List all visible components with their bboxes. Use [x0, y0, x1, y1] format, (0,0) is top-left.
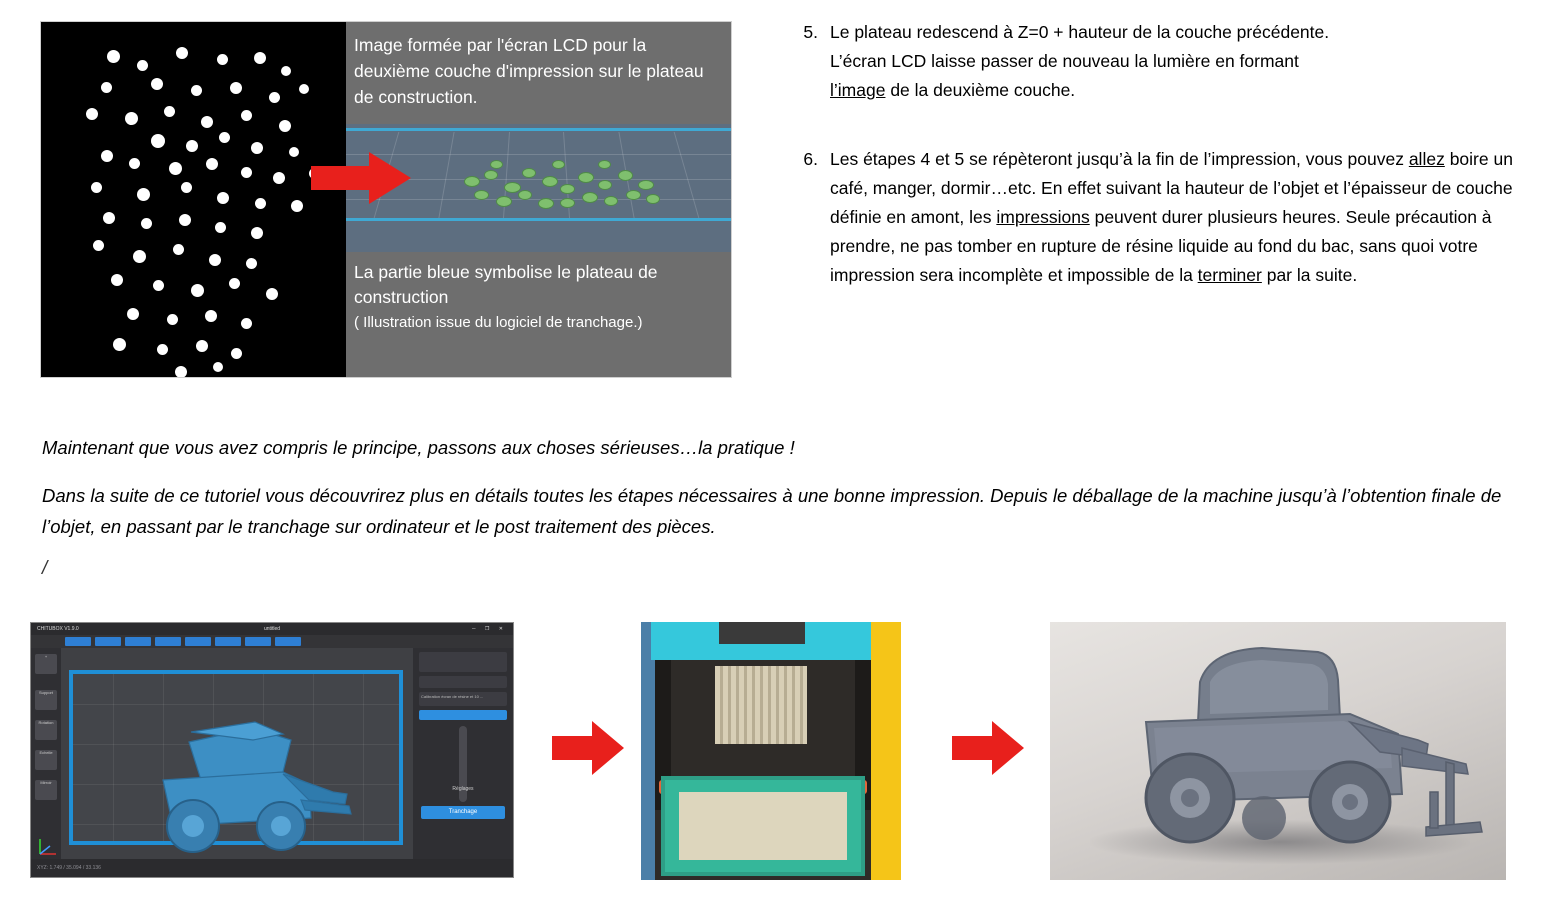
slicer-titlebar: [31, 623, 513, 635]
paragraph-2: Dans la suite de ce tutoriel vous découvrirez plus en détails toutes les étapes nécessaires à une bonne impression. Depuis le déballage de la machine jusqu’à l’obtention finale de l’objet, en passant par le tranchage sur ordinateur et le post traitement des pièces.: [42, 485, 1502, 537]
paragraph-1: Maintenant que vous avez compris le principe, passons aux choses sérieuses…la pratique !: [42, 437, 795, 458]
tool-rotation[interactable]: Rotation: [35, 720, 57, 740]
lcd-dot: [206, 158, 218, 170]
lcd-dot: [129, 158, 140, 169]
lcd-dot: [241, 167, 252, 178]
resin-vat: [661, 776, 865, 876]
plate-edge-line: [346, 128, 731, 131]
step-link-terminer[interactable]: terminer: [1197, 265, 1262, 285]
toolbar-button[interactable]: [275, 637, 301, 646]
loader-model-3d[interactable]: [133, 714, 363, 864]
lcd-mask-panel: [41, 22, 346, 377]
lcd-dot: [93, 240, 104, 251]
lcd-dot: [254, 52, 266, 64]
lcd-illustration: [41, 22, 731, 377]
loader-part-render: [1050, 622, 1506, 880]
step-part-3: peuvent durer plusieurs heures. Seule précaution à prendre, ne pas tomber en rupture de résine liquide au fond du bac, sans quoi votre impression sera incomplète et impossible de la: [830, 207, 1492, 285]
grid-line: [113, 674, 114, 841]
lcd-dot: [175, 366, 187, 377]
printed-object-on-plate: [715, 666, 807, 744]
window-controls[interactable]: ─ ❐ ✕: [472, 626, 507, 632]
view-cube[interactable]: [419, 652, 507, 672]
lcd-dot: [279, 120, 291, 132]
lcd-dot: [213, 362, 223, 372]
layer-blob: [598, 180, 612, 190]
lcd-dot: [196, 340, 208, 352]
lcd-dot: [269, 92, 280, 103]
resin-printer-photo: [641, 622, 901, 880]
toolbar-button[interactable]: [65, 637, 91, 646]
layer-blob: [582, 192, 598, 203]
lcd-dot: [229, 278, 240, 289]
toolbar-button[interactable]: [215, 637, 241, 646]
lcd-dot: [217, 54, 228, 65]
lcd-dot: [201, 116, 213, 128]
step-link-impressions[interactable]: impressions: [996, 207, 1090, 227]
step-text: [830, 18, 1329, 105]
toolbar-button[interactable]: [95, 637, 121, 646]
tool-move[interactable]: +: [35, 654, 57, 674]
illustration-caption-source: ( Illustration issue du logiciel de tranchage.): [354, 314, 643, 331]
grid-line: [363, 674, 364, 841]
toolbar-button[interactable]: [185, 637, 211, 646]
lcd-dot: [111, 274, 123, 286]
grid-line: [73, 704, 399, 705]
intro-paragraphs: [42, 432, 1504, 559]
illustration-caption-top: Image formée par l'écran LCD pour la deuxième couche d'impression sur le plateau de construction.: [354, 35, 704, 107]
lcd-dot: [157, 344, 168, 355]
step-part-1: Les étapes 4 et 5 se répèteront jusqu’à la fin de l’impression, vous pouvez: [830, 149, 1409, 169]
step-line-2: L’écran LCD laisse passer de nouveau la lumière en formant: [830, 51, 1299, 71]
settings-panel-label: Réglages: [452, 786, 474, 792]
lcd-dot: [127, 308, 139, 320]
lcd-dot: [291, 200, 303, 212]
layer-blob: [646, 194, 660, 204]
lcd-dot: [273, 172, 285, 184]
lcd-dot: [91, 182, 102, 193]
slice-button[interactable]: Tranchage: [421, 806, 505, 819]
step-text: [830, 145, 1523, 290]
toolbar-button[interactable]: [245, 637, 271, 646]
layer-blob: [464, 176, 480, 187]
tool-mirror[interactable]: Mirroir: [35, 780, 57, 800]
lcd-dot: [107, 50, 120, 63]
layer-blob: [522, 168, 536, 178]
lcd-dot: [217, 192, 229, 204]
lcd-dot: [86, 108, 98, 120]
layer-blob: [560, 198, 575, 208]
toolbar-secondary[interactable]: [419, 676, 507, 688]
step-part-2: boire un café, manger, dormir…etc. En effet suivant la hauteur de l’objet et l’épaisseur de couche définie en amont, les: [830, 149, 1513, 227]
lcd-dot: [101, 82, 112, 93]
step-number: 6.: [803, 149, 818, 169]
layer-blob: [538, 198, 554, 209]
layer-blob: [552, 160, 565, 169]
lcd-dot: [151, 134, 165, 148]
lcd-dot: [255, 198, 266, 209]
slicer-statusbar: XYZ: 1.749 / 35.094 / 33.136: [31, 859, 513, 877]
vat-fep-film: [679, 792, 847, 860]
lcd-dot: [205, 310, 217, 322]
slicer-left-toolbar: [31, 648, 61, 859]
printed-part-photo: [1050, 622, 1506, 880]
lcd-dot: [125, 112, 138, 125]
step-link-image[interactable]: l’image: [830, 80, 886, 100]
slicer-right-panel: [413, 648, 513, 859]
layer-blob: [560, 184, 575, 194]
layer-blob: [484, 170, 498, 180]
lcd-dot: [281, 66, 291, 76]
lcd-dot: [167, 314, 178, 325]
hint-label: Calibration écran de résine et 10 ...: [419, 692, 507, 706]
layer-blob: [542, 176, 558, 187]
layer-blob: [626, 190, 641, 200]
layer-blob: [618, 170, 633, 181]
layer-button[interactable]: [419, 710, 507, 720]
lcd-dot: [181, 182, 192, 193]
red-arrow-icon: [952, 718, 1024, 778]
lcd-dot: [191, 85, 202, 96]
lcd-dot: [241, 318, 252, 329]
plate-edge-line: [346, 218, 731, 221]
tool-scale[interactable]: Echelle: [35, 750, 57, 770]
axis-gizmo-icon: [37, 835, 59, 857]
lcd-dot: [299, 84, 309, 94]
build-plate-bracket: [719, 622, 805, 644]
layer-blob: [518, 190, 532, 200]
lcd-dot: [251, 227, 263, 239]
lcd-dot: [133, 250, 146, 263]
lcd-dot: [137, 60, 148, 71]
lcd-dot: [176, 47, 188, 59]
slicer-title-center: untitled: [263, 626, 281, 632]
layer-blob: [598, 160, 611, 169]
lcd-dot: [231, 348, 242, 359]
layer-blob: [496, 196, 512, 207]
workflow-image-row: [30, 622, 1515, 884]
lcd-dot: [219, 132, 230, 143]
lcd-dot: [173, 244, 184, 255]
lcd-dot: [151, 78, 163, 90]
lcd-dot: [186, 140, 198, 152]
lcd-dot: [241, 110, 252, 121]
step-part-4: par la suite.: [1261, 265, 1358, 285]
lcd-dot: [141, 218, 152, 229]
layer-blob: [638, 180, 654, 190]
slicer-software-screenshot: [30, 622, 514, 878]
layer-blob: [578, 172, 594, 183]
lcd-dot: [153, 280, 164, 291]
photo-background-left: [641, 622, 655, 880]
lcd-dot: [246, 258, 257, 269]
layer-blob: [490, 160, 503, 169]
lcd-dot: [215, 222, 226, 233]
lcd-dot: [179, 214, 191, 226]
toolbar-button[interactable]: [125, 637, 151, 646]
list-item: [788, 18, 1523, 105]
grid-line: [674, 132, 700, 218]
build-plate: [69, 670, 403, 845]
slicer-toolbar: [31, 635, 513, 648]
lcd-dot: [289, 147, 299, 157]
red-arrow-icon: [552, 718, 624, 778]
lcd-dot: [251, 142, 263, 154]
step-line-1: Le plateau redescend à Z=0 + hauteur de la couche précédente.: [830, 22, 1330, 42]
illustration-caption-bottom: La partie bleue symbolise le plateau de construction: [354, 262, 658, 307]
step-number: 5.: [803, 22, 818, 42]
lcd-dot: [101, 150, 113, 162]
toolbar-button[interactable]: [155, 637, 181, 646]
grid-line: [438, 132, 454, 218]
lcd-dot: [230, 82, 242, 94]
list-item: [788, 145, 1523, 290]
layer-blob: [604, 196, 618, 206]
step-link-allez[interactable]: allez: [1408, 149, 1445, 169]
lcd-dot: [266, 288, 278, 300]
lcd-dot: [209, 254, 221, 266]
red-arrow-icon: [311, 150, 411, 206]
lcd-dot: [113, 338, 126, 351]
slicer-title-left: CHITUBOX V1.9.0: [37, 626, 79, 632]
lcd-dot: [164, 106, 175, 117]
printer-interior: [655, 660, 871, 880]
layer-blob: [474, 190, 489, 200]
lcd-dot: [137, 188, 150, 201]
tool-support[interactable]: Support: [35, 690, 57, 710]
lcd-dot: [169, 162, 182, 175]
slicer-viewport[interactable]: [61, 648, 413, 859]
step-line-3-rest: de la deuxième couche.: [885, 80, 1076, 100]
text-cursor-mark: /: [42, 558, 48, 579]
steps-list: [788, 18, 1523, 316]
lcd-dot: [191, 284, 204, 297]
lcd-dot: [103, 212, 115, 224]
